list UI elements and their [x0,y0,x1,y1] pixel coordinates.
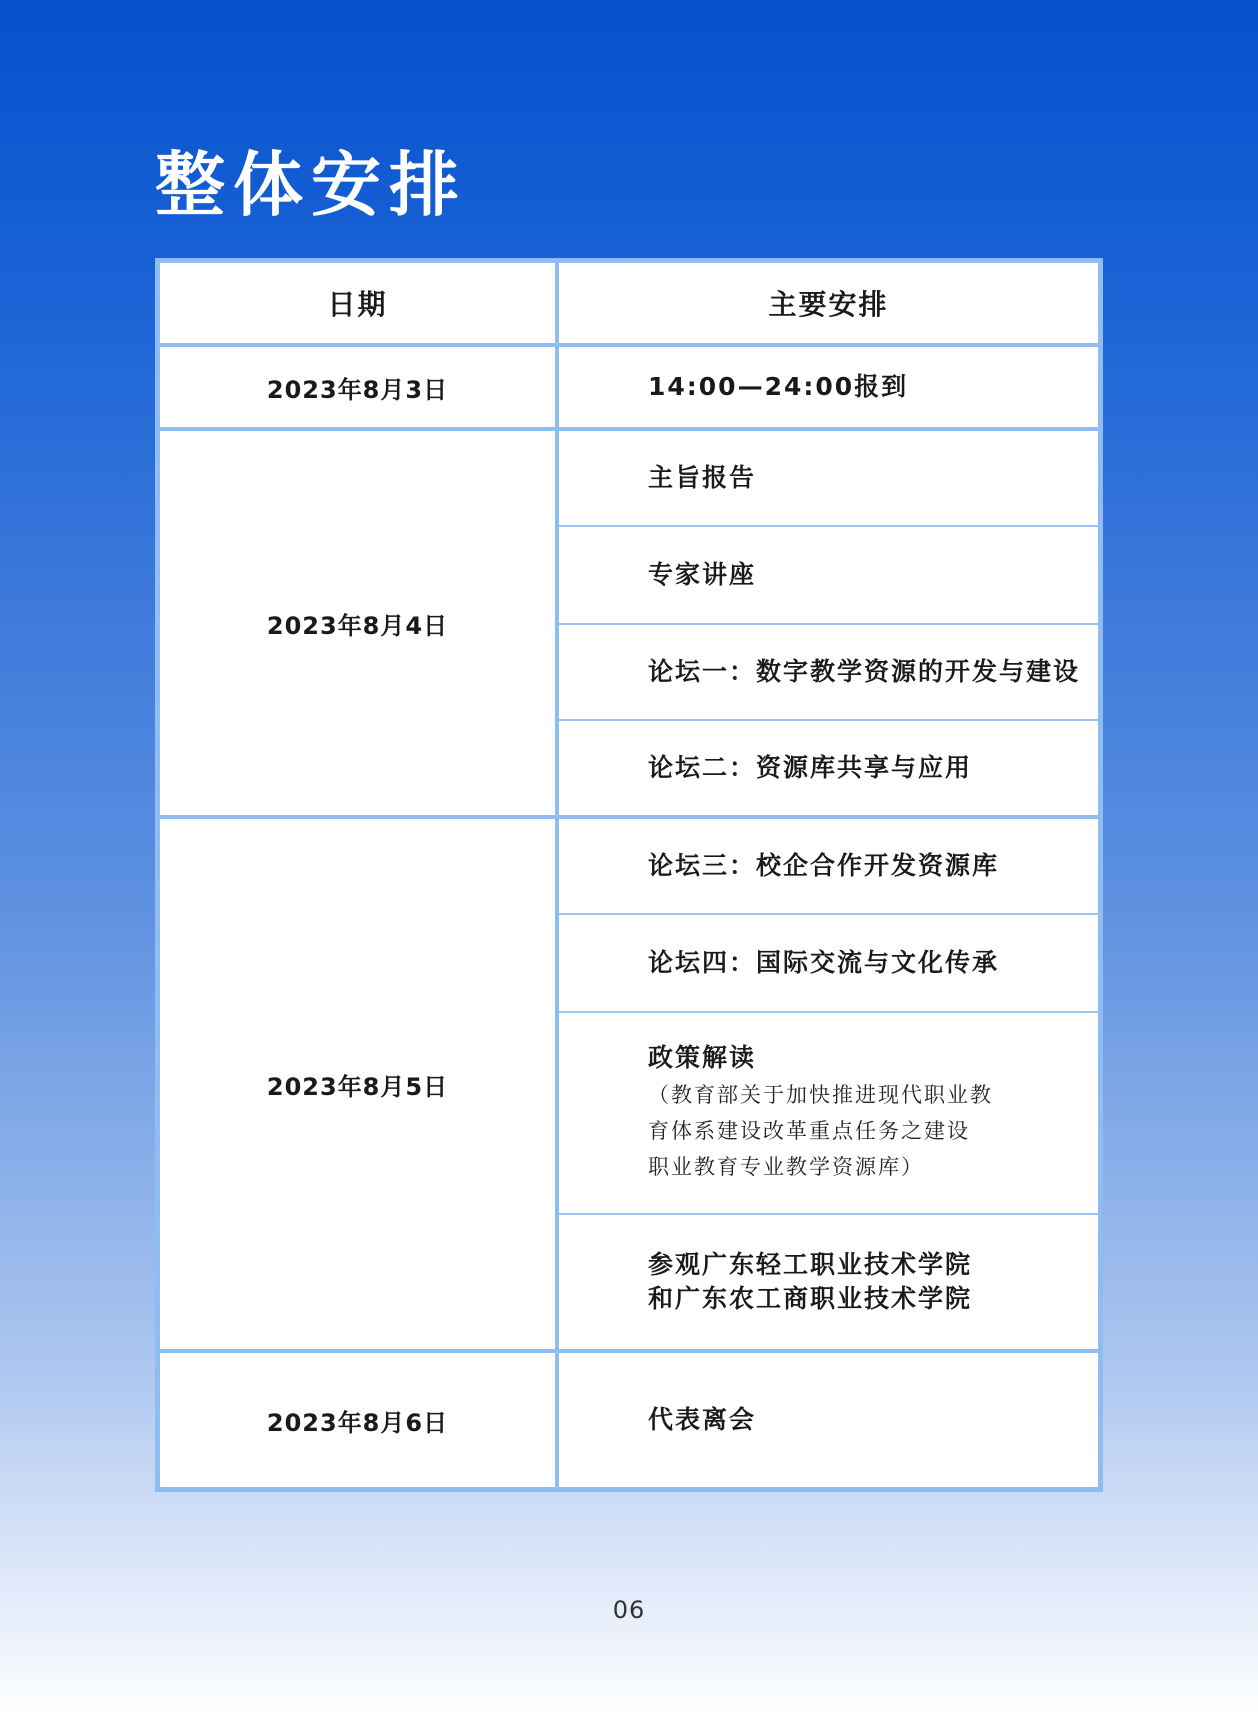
activity-item [648,1013,1088,1213]
activity-title: 政策解读 [648,1043,757,1072]
date-cell: 2023年8月3日 [266,375,449,404]
header-date: 日期 [327,288,388,321]
activity-item [648,347,1088,427]
activity-item [648,1353,1088,1487]
activity-item [648,819,1088,913]
activity-title: 参观广东轻工职业技术学院 [648,1250,973,1279]
date-cell: 2023年8月6日 [266,1408,449,1437]
activity-title: 论坛四：国际交流与文化传承 [648,948,1000,977]
activity-item [648,721,1088,815]
column-divider [555,263,559,1487]
activity-title: 主旨报告 [648,463,757,492]
activity-title: 专家讲座 [648,560,757,589]
activity-item [648,527,1088,623]
activity-title-line2: 和广东农工商职业技术学院 [648,1284,973,1313]
activity-note [648,1077,1088,1185]
activity-title: 论坛三：校企合作开发资源库 [648,851,1000,880]
header-arrangement: 主要安排 [768,288,889,321]
activity-item [648,1215,1088,1349]
date-cell: 2023年8月5日 [266,1072,449,1101]
page-number: 06 [612,1596,646,1624]
activity-item [648,625,1088,719]
activity-item [648,915,1088,1011]
activity-item [648,431,1088,525]
note-line: 育体系建设改革重点任务之建设 [648,1119,970,1143]
page-title: 整体安排 [155,143,467,226]
activity-title: 代表离会 [648,1405,757,1434]
activity-title: 论坛一：数字教学资源的开发与建设 [648,657,1081,686]
activity-title: 14:00—24:00报到 [648,372,909,401]
note-line: 职业教育专业教学资源库） [648,1155,924,1179]
note-line: （教育部关于加快推进现代职业教 [648,1083,993,1107]
date-cell: 2023年8月4日 [266,611,449,640]
activity-title: 论坛二：资源库共享与应用 [648,753,973,782]
schedule-table [155,258,1103,1492]
